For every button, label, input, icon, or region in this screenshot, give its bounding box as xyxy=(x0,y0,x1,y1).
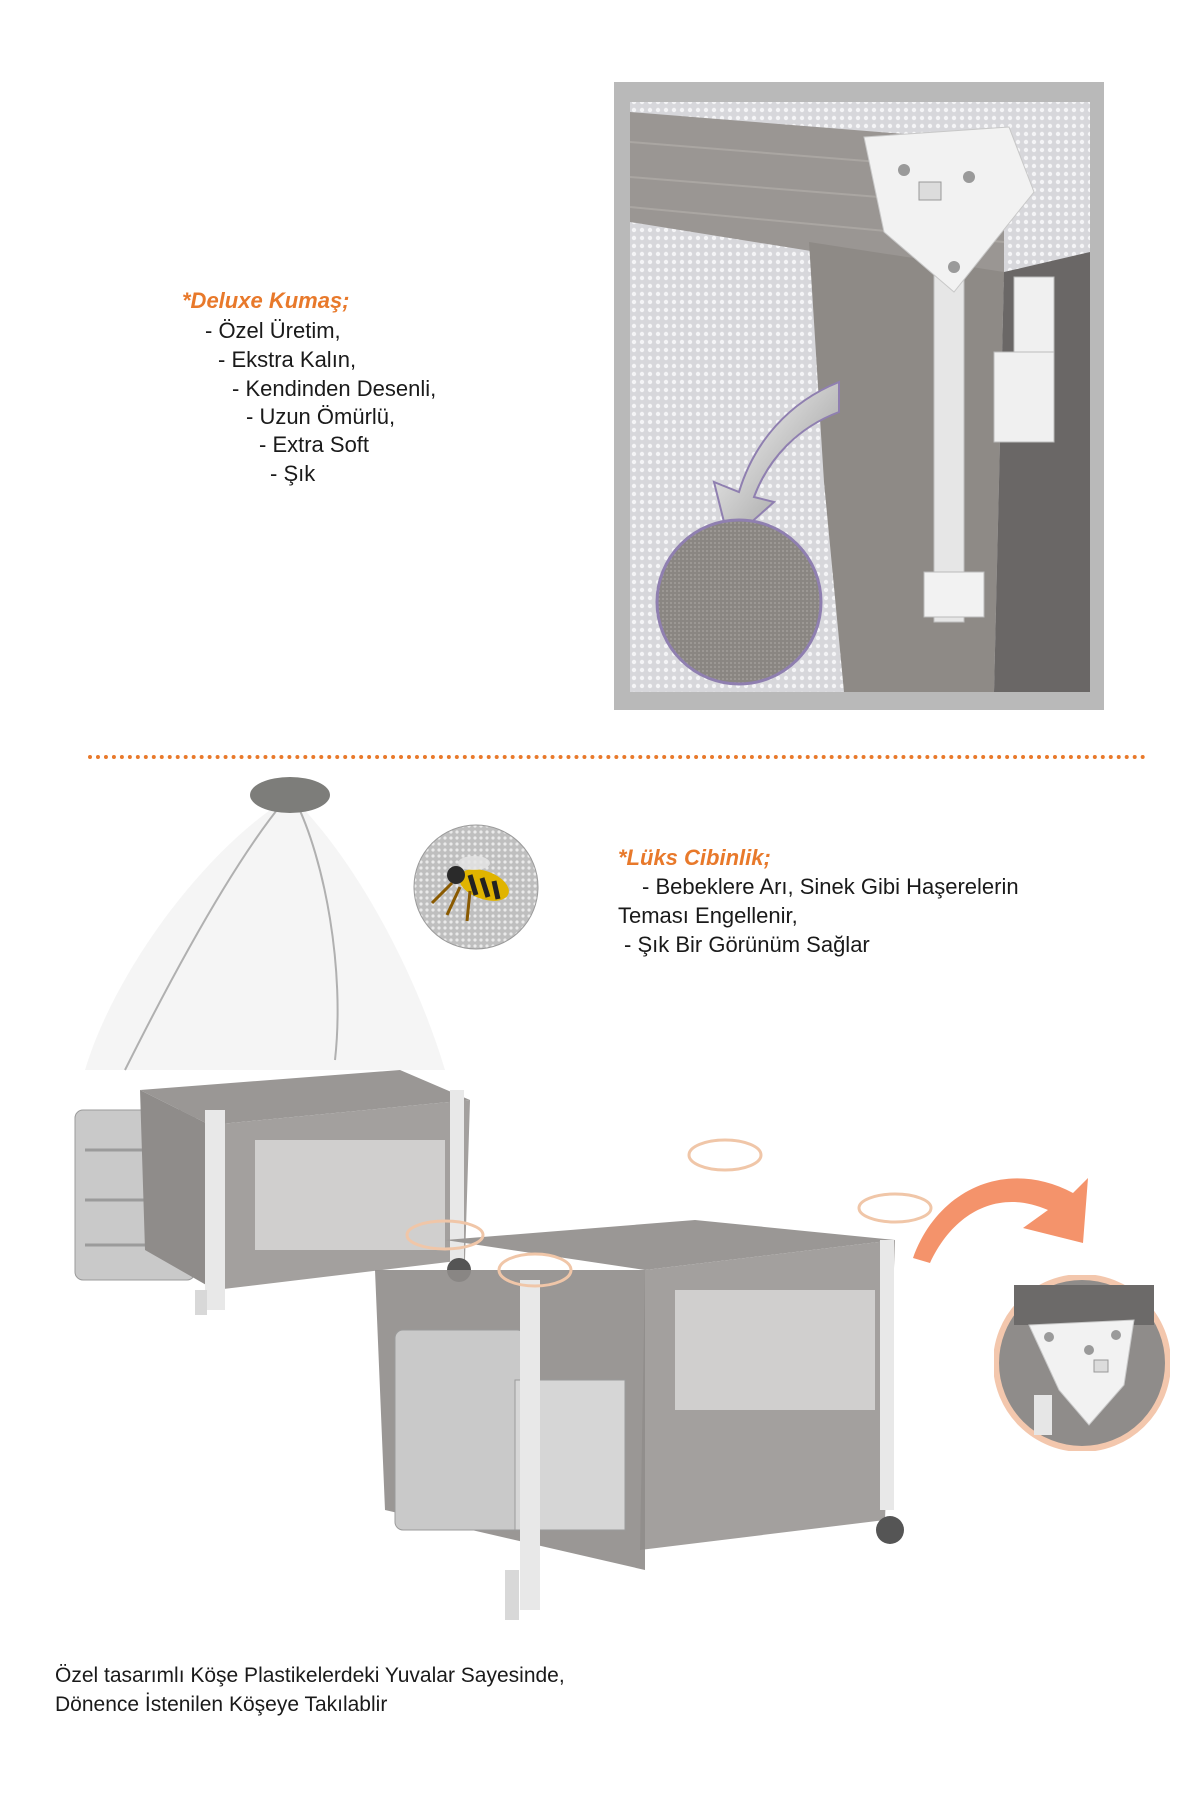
fabric-heading: *Deluxe Kumaş; xyxy=(182,288,350,313)
net-line-1: - Bebeklere Arı, Sinek Gibi Haşerelerin xyxy=(642,874,1019,899)
corner-bracket-closeup xyxy=(994,1275,1170,1451)
fabric-item-3: - Kendinden Desenli, xyxy=(232,376,437,401)
fabric-item-4: - Uzun Ömürlü, xyxy=(246,404,396,429)
net-line-3: - Şık Bir Görünüm Sağlar xyxy=(624,932,870,957)
footer-line-2: Dönence İstenilen Köşeye Takılablir xyxy=(55,1693,388,1716)
crib-corner-slots-photo xyxy=(375,1130,935,1630)
fabric-item-6: - Şık xyxy=(270,461,316,486)
net-line-2: Teması Engellenir, xyxy=(618,903,798,928)
fabric-item-1: - Özel Üretim, xyxy=(205,318,341,343)
fabric-closeup-photo xyxy=(614,82,1104,710)
section-divider xyxy=(88,755,1146,759)
canopy-icon xyxy=(85,777,445,1070)
net-heading: *Lüks Cibinlik; xyxy=(618,845,771,870)
orange-curved-arrow-icon xyxy=(898,1148,1098,1268)
fabric-item-5: - Extra Soft xyxy=(259,432,370,457)
fabric-item-2: - Ekstra Kalın, xyxy=(218,347,357,372)
footer-line-1: Özel tasarımlı Köşe Plastikelerdeki Yuvalar Sayesinde, xyxy=(55,1664,565,1687)
fabric-magnifier xyxy=(657,520,821,684)
insect-net-closeup xyxy=(412,823,540,951)
